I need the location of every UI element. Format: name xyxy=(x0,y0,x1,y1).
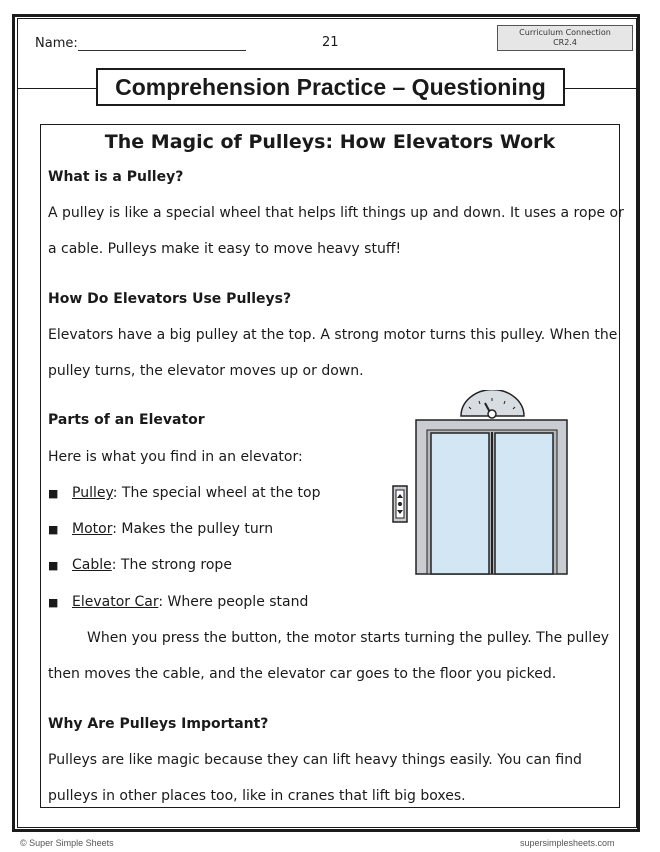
paragraph-line: Elevators have a big pulley at the top. A strong motor turns this pulley. When the xyxy=(48,327,618,343)
article-title: The Magic of Pulleys: How Elevators Work xyxy=(104,131,556,153)
page-title-text: Comprehension Practice – Questioning xyxy=(115,73,546,100)
section-heading-elevators-use-pulleys: How Do Elevators Use Pulleys? xyxy=(48,291,292,307)
paragraph-line: Here is what you find in an elevator: xyxy=(48,449,303,465)
part-term: Pulley xyxy=(72,485,113,501)
part-term: Cable xyxy=(72,557,112,573)
part-desc: : Makes the pulley turn xyxy=(112,521,274,537)
paragraph-line: then moves the cable, and the elevator car goes to the floor you picked. xyxy=(48,666,557,682)
section-heading-what-is-pulley: What is a Pulley? xyxy=(48,169,184,185)
article-box xyxy=(40,124,624,808)
paragraph-line: a cable. Pulleys make it easy to move heavy stuff! xyxy=(48,241,402,257)
part-desc: : The special wheel at the top xyxy=(112,485,321,501)
paragraph-line: Pulleys are like magic because they can lift heavy things easily. You can find xyxy=(48,752,582,768)
bullet-icon: ■ xyxy=(48,596,59,609)
curriculum-code: CR2.4 xyxy=(553,38,577,47)
paragraph-line: A pulley is like a special wheel that helps lift things up and down. It uses a rope or xyxy=(48,205,624,221)
curriculum-label: Curriculum Connection xyxy=(519,28,611,37)
paragraph-line: pulleys in other places too, like in cranes that lift big boxes. xyxy=(48,788,466,804)
name-label: Name: xyxy=(35,36,78,51)
name-field-line[interactable] xyxy=(78,50,246,51)
part-desc: : The strong rope xyxy=(111,557,232,573)
bullet-icon: ■ xyxy=(48,487,59,500)
curriculum-connection-box xyxy=(497,25,633,51)
part-desc: : Where people stand xyxy=(158,594,309,610)
section-heading-parts-of-elevator: Parts of an Elevator xyxy=(48,412,205,428)
title-rule-right xyxy=(564,88,637,89)
call-button-icon xyxy=(393,486,407,522)
part-term: Motor xyxy=(72,521,113,537)
page-title xyxy=(96,68,565,106)
section-heading-why-pulleys-important: Why Are Pulleys Important? xyxy=(48,716,269,732)
bullet-icon: ■ xyxy=(48,523,59,536)
paragraph-line: When you press the button, the motor starts turning the pulley. The pulley xyxy=(87,630,610,646)
footer-website: supersimplesheets.com xyxy=(520,838,615,848)
paragraph-line: pulley turns, the elevator moves up or down. xyxy=(48,363,364,379)
title-rule-left xyxy=(17,88,97,89)
bullet-icon: ■ xyxy=(48,559,59,572)
elevator-illustration xyxy=(391,390,571,576)
part-term: Elevator Car xyxy=(72,594,159,610)
page-number: 21 xyxy=(322,35,339,50)
footer-copyright: © Super Simple Sheets xyxy=(20,838,114,848)
floor-indicator-icon xyxy=(461,390,524,418)
